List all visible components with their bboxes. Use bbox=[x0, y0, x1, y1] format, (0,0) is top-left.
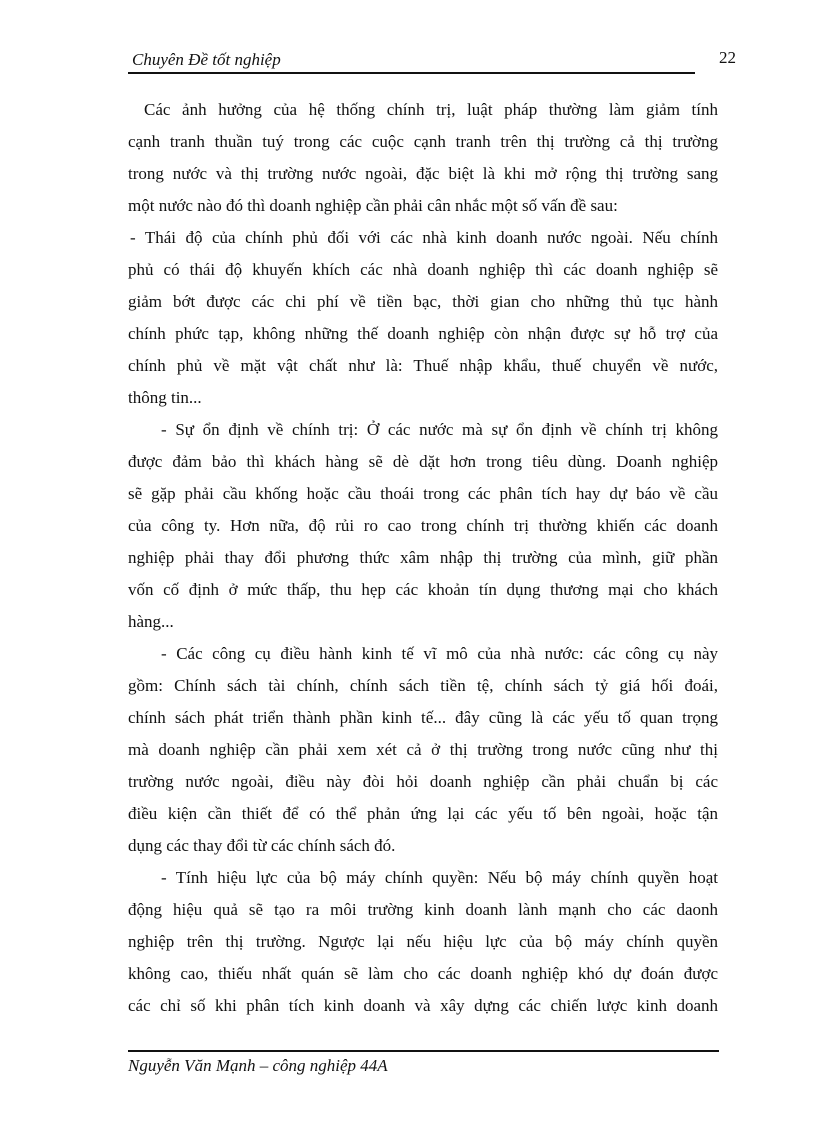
text-line: được đảm bảo thì khách hàng sẽ dè dặt hơn trong tiêu dùng. Doanh nghiệp bbox=[128, 452, 718, 471]
text-line: chính phức tạp, không những thế doanh nghiệp còn nhận được sự hỗ trợ của bbox=[128, 324, 718, 343]
text-line: - Tính hiệu lực của bộ máy chính quyền: Nếu bộ máy chính quyền hoạt bbox=[161, 868, 718, 887]
text-line: phủ có thái độ khuyến khích các nhà doanh nghiệp thì các doanh nghiệp sẽ bbox=[128, 260, 718, 279]
text-line: mà doanh nghiệp cần phải xem xét cả ở thị trường trong nước cũng như thị bbox=[128, 740, 718, 759]
text-line: trường nước ngoài, điều này đòi hỏi doanh nghiệp cần phải chuẩn bị các bbox=[128, 772, 718, 791]
text-line: gồm: Chính sách tài chính, chính sách tiền tệ, chính sách tỷ giá hối đoái, bbox=[128, 676, 718, 695]
text-line: - Các công cụ điều hành kinh tế vĩ mô của nhà nước: các công cụ này bbox=[161, 644, 718, 663]
footer-author: Nguyễn Văn Mạnh – công nghiệp 44A bbox=[128, 1056, 388, 1075]
text-line: động hiệu quả sẽ tạo ra môi trường kinh doanh lành mạnh cho các daonh bbox=[128, 900, 718, 919]
text-line: cạnh tranh thuần tuý trong các cuộc cạnh tranh trên thị trường cả thị trường bbox=[128, 132, 718, 151]
text-line: vốn cố định ở mức thấp, thu hẹp các khoản tín dụng thương mại cho khách bbox=[128, 580, 718, 599]
page-number: 22 bbox=[719, 48, 736, 67]
text-line: hàng... bbox=[128, 612, 174, 631]
header-divider bbox=[128, 72, 695, 74]
text-line: chính sách phát triển thành phần kinh tế... đây cũng là các yếu tố quan trọng bbox=[128, 708, 718, 727]
text-line: sẽ gặp phải cầu khống hoặc cầu thoái trong các phân tích hay dự báo về cầu bbox=[128, 484, 718, 503]
text-line: thông tin... bbox=[128, 388, 202, 407]
document-title: Chuyên Đề tốt nghiệp bbox=[132, 50, 281, 69]
text-line: trong nước và thị trường nước ngoài, đặc biệt là khi mở rộng thị trường sang bbox=[128, 164, 718, 183]
text-line: nghiệp trên thị trường. Ngược lại nếu hiệu lực của bộ máy chính quyền bbox=[128, 932, 718, 951]
text-line: - Sự ổn định về chính trị: Ở các nước mà sự ổn định về chính trị không bbox=[161, 420, 718, 439]
text-line: không cao, thiếu nhất quán sẽ làm cho các doanh nghiệp khó dự đoán được bbox=[128, 964, 718, 983]
text-line: của công ty. Hơn nữa, độ rủi ro cao trong chính trị thường khiến các doanh bbox=[128, 516, 718, 535]
text-line: một nước nào đó thì doanh nghiệp cần phải cân nhắc một số vấn đề sau: bbox=[128, 196, 618, 215]
footer-divider bbox=[128, 1050, 719, 1052]
text-line: dụng các thay đổi từ các chính sách đó. bbox=[128, 836, 396, 855]
text-line: giảm bớt được các chi phí về tiền bạc, thời gian cho những thủ tục hành bbox=[128, 292, 718, 311]
text-line: điều kiện cần thiết để có thể phản ứng lại các yếu tố bên ngoài, hoặc tận bbox=[128, 804, 718, 823]
text-line: các chỉ số khi phân tích kinh doanh và xây dựng các chiến lược kinh doanh bbox=[128, 996, 718, 1015]
text-line: nghiệp phải thay đổi phương thức xâm nhập thị trường của mình, giữ phần bbox=[128, 548, 718, 567]
body-text bbox=[128, 94, 718, 1022]
text-line: chính phủ về mặt vật chất như là: Thuế nhập khẩu, thuế chuyển về nước, bbox=[128, 356, 718, 375]
text-line: Các ảnh hưởng của hệ thống chính trị, luật pháp thường làm giảm tính bbox=[144, 100, 718, 119]
text-line: - Thái độ của chính phủ đối với các nhà kinh doanh nước ngoài. Nếu chính bbox=[130, 228, 718, 247]
